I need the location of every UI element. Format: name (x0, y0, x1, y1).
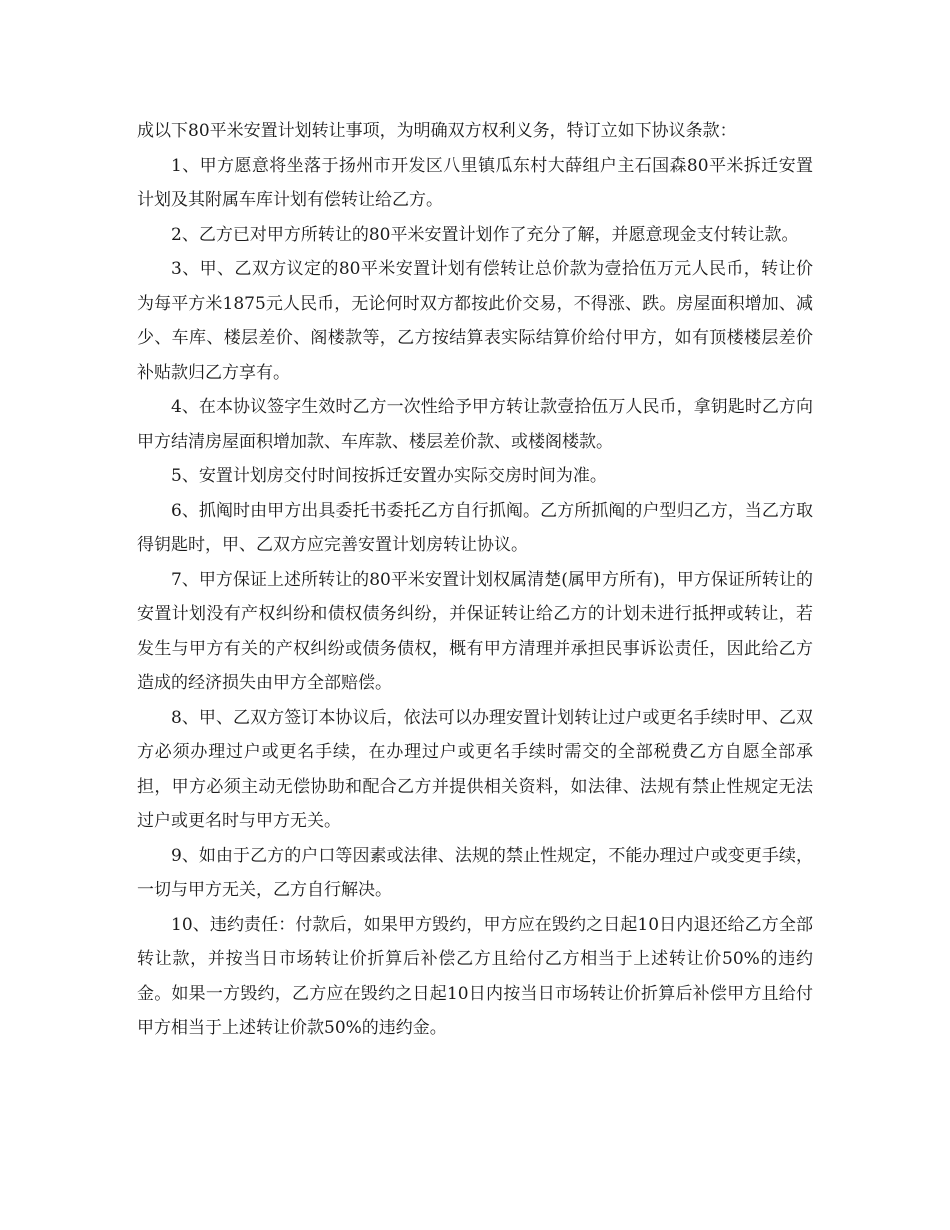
clause-3: 3、甲、乙双方议定的80平米安置计划有偿转让总价款为壹拾伍万元人民币，转让价为每平方米1875元人民币，无论何时双方都按此价交易，不得涨、跌。房屋面积增加、减少、车库、楼层差价、阁楼款等，乙方按结算表实际结算价给付甲方，如有顶楼楼层差价补贴款归乙方享有。 (137, 259, 813, 383)
clause-2: 2、乙方已对甲方所转让的80平米安置计划作了充分了解，并愿意现金支付转让款。 (171, 224, 799, 245)
clause-8: 8、甲、乙双方签订本协议后，依法可以办理安置计划转让过户或更名手续时甲、乙双方必须办理过户或更名手续，在办理过户或更名手续时需交的全部税费乙方自愿全部承担，甲方必须主动无偿协助和配合乙方并提供相关资料，如法律、法规有禁止性规定无法过户或更名时与甲方无关。 (137, 707, 813, 831)
clause-4: 4、在本协议签字生效时乙方一次性给予甲方转让款壹拾伍万人民币，拿钥匙时乙方向甲方结清房屋面积增加款、车库款、楼层差价款、或楼阁楼款。 (137, 397, 813, 452)
clause-1: 1、甲方愿意将坐落于扬州市开发区八里镇瓜东村大薛组户主石国森80平米拆迁安置计划及其附属车库计划有偿转让给乙方。 (137, 155, 813, 210)
clause-6: 6、抓阄时由甲方出具委托书委托乙方自行抓阄。乙方所抓阄的户型归乙方，当乙方取得钥匙时，甲、乙双方应完善安置计划房转让协议。 (137, 500, 813, 555)
intro-paragraph: 成以下80平米安置计划转让事项，为明确双方权利义务，特订立如下协议条款： (137, 121, 737, 141)
clause-5: 5、安置计划房交付时间按拆迁安置办实际交房时间为准。 (171, 466, 607, 486)
clause-7: 7、甲方保证上述所转让的80平米安置计划权属清楚(属甲方所有)，甲方保证所转让的安置计划没有产权纠纷和债权债务纠纷，并保证转让给乙方的计划未进行抵押或转让，若发生与甲方有关的产权纠纷或债务债权，概有甲方清理并承担民事诉讼责任，因此给乙方造成的经济损失由甲方全部赔偿。 (137, 569, 813, 693)
clause-10: 10、违约责任：付款后，如果甲方毁约，甲方应在毁约之日起10日内退还给乙方全部转让款，并按当日市场转让价折算后补偿乙方且给付乙方相当于上述转让价50%的违约金。如果一方毁约，乙方应在毁约之日起10日内按当日市场转让价折算后补偿甲方且给付甲方相当于上述转让价款50%的违约金。 (137, 914, 813, 1038)
clause-9: 9、如由于乙方的户口等因素或法律、法规的禁止性规定，不能办理过户或变更手续，一切与甲方无关，乙方自行解决。 (137, 845, 813, 900)
document-body (137, 114, 813, 1046)
